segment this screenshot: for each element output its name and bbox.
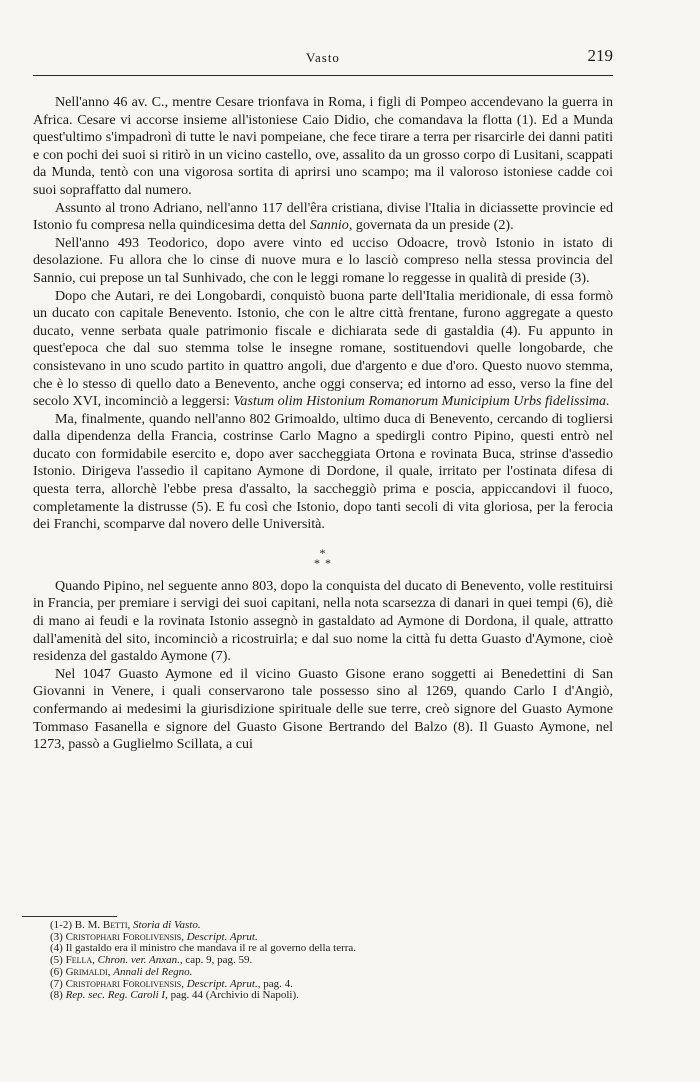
text: , xyxy=(107,965,114,978)
header-rule xyxy=(33,75,613,76)
paragraph-pipino: Quando Pipino, nel seguente anno 803, dopo la conquista del ducato di Benevento, volle restituirsi in Francia, per premiare i servigi dei suoi capitani, nella nota scarsezza di danari in quei tempi (6), diè di mano ai feudi e la rovinata Istonio assegnò in gastaldato ad Aymone di Dordona, il quale, attratto dall'amenità del sito, incominciò a ricostruirla; e dal suo nome la città fu detta Guasto d'Aymone, cioè residenza del gastaldo Aymone (7). xyxy=(33,577,613,665)
text: , pag. 4. xyxy=(257,977,293,990)
author: Cristophari Forolivensis xyxy=(65,930,182,943)
paragraph-teodorico: Nell'anno 493 Teodorico, dopo avere vinto ed ucciso Odoacre, trovò Istonio in istato di desolazione. Fu allora che lo cinse di nuove mura e lo lasciò compreso nella stessa provincia del Sannio, cui prepose un tal Sunhivado, che con le leggi romane lo reggesse in qualità di preside (3). xyxy=(33,234,613,286)
text: (3) xyxy=(50,930,66,943)
author: Grimaldi xyxy=(65,965,108,978)
text: , pag. 44 (Archivio di Napoli). xyxy=(165,989,299,1002)
text: , xyxy=(92,954,98,967)
paragraph-adriano xyxy=(33,200,613,235)
running-title: Vasto xyxy=(306,50,340,65)
paragraph-grimoaldo: Ma, finalmente, quando nell'anno 802 Grimoaldo, ultimo duca di Benevento, cercando di togliersi dalla dipendenza della Francia, costrinse Carlo Magno a spedirgli contro Pipino, questi entrò nel ducato con formidabile esercito e, dopo aver saccheggiata Ortona e rovinata Buca, strinse d'assedio Istonio. Dirigeva l'assedio il capitano Aymone di Dordone, il quale, irritato per l'ostinata difesa di questa terra, allorchè l'ebbe presa d'assalto, la saccheggiò prima e poscia, appiccandovi il fuoco, completamente la distrusse (5). E fu così che Istonio, dopo tanti secoli di vita gloriosa, per la ferocia dei Franchi, scomparve dal novero delle Università. xyxy=(33,410,613,533)
text: (5) xyxy=(50,954,66,967)
paragraph-benedettini: Nel 1047 Guasto Aymone ed il vicino Guasto Gisone erano soggetti ai Benedettini di San Giovanni in Venere, i quali conservarono tale possesso sino al 1269, quando Carlo I d'Angiò, confermando ai medesimi la giurisdizione spirituale delle sue terre, creò signore del Guasto Aymone Tommaso Fasanella e signore del Guasto Gisone Bertrando del Balzo (8). Il Guasto Aymone, nel 1273, passò a Guglielmo Scillata, a cui xyxy=(33,665,613,753)
text: Assunto al trono Adriano, nell'anno 117 dell'êra cristiana, divise l'Italia in diciassette provincie ed Istonio fu compresa nella quindicesima detta del xyxy=(33,199,613,234)
work-title: Descript. Aprut. xyxy=(186,930,258,943)
text: , xyxy=(181,930,187,943)
page-number: 219 xyxy=(587,46,613,65)
text: , cap. 9, pag. 59. xyxy=(179,954,253,967)
footnote-separator xyxy=(22,916,117,917)
main-text xyxy=(33,94,613,754)
asterism-top: * xyxy=(319,545,327,560)
work-title: Annali del Regno. xyxy=(113,965,193,978)
italic-motto: Vastum olim Histonium Romanorum Municipium Urbs fidelissima. xyxy=(233,393,610,410)
author: Cristophari Forolivensis xyxy=(65,977,182,990)
asterism-bottom: * * xyxy=(314,555,332,570)
author: Betti xyxy=(102,919,128,931)
text: (8) xyxy=(50,989,66,1002)
text: (7) xyxy=(50,977,66,990)
footnote-8 xyxy=(50,990,590,1002)
text: , xyxy=(127,919,134,931)
footnotes xyxy=(50,920,590,1002)
work-title: Storia di Vasto. xyxy=(133,919,201,931)
text: (6) xyxy=(50,965,66,978)
paragraph-caio-didio: Nell'anno 46 av. C., mentre Cesare trionfava in Roma, i figli di Pompeo accendevano la guerra in Africa. Cesare vi accorse insieme all'istoniese Caio Didio, che comandava la flotta (1). Ed a Munda quest'ultimo s'impadronì di tutte le navi pompeiane, che fece tirare a terra per risarcirle dei danni patiti e con pochi dei suoi si ritirò in un vicino castello, ove, assalito da un grosso corpo di Lusitani, scappati da Munda, tentò con una vigorosa sortita di aprirsi uno scampo; ma il valoroso istoniese cadde coi suoi sopraffatto dal numero. xyxy=(33,94,613,198)
paragraph-autari xyxy=(33,288,613,411)
italic-text: Sannio xyxy=(309,217,349,234)
running-header xyxy=(33,46,613,70)
text: Dopo che Autari, re dei Longobardi, conquistò buona parte dell'Italia meridionale, di essa formò un ducato con capitale Benevento. Istonio, che con le altre città frentane, furono aggregate a questo ducato, venne serbata quale patrimonio fiscale e dichiarata sede di gastaldia (4). Fu appunto in quest'epoca che dal suo stemma tolse le insegne romane, sostituendovi quelle longobarde, che consistevano in uno scudo partito in quattro angoli, due d'argento e due d'oro. Questo nuovo stemma, che è lo stesso di quello dato a Benevento, anche oggi conserva; ed intorno ad esso, verso la fine del secolo XVI, incominciò a leggersi: xyxy=(33,287,613,410)
text: , governata da un preside (2). xyxy=(348,217,514,234)
asterism xyxy=(33,545,613,570)
text: , xyxy=(181,977,187,990)
work-title: Chron. ver. Anxan. xyxy=(97,954,180,967)
work-title: Rep. sec. Reg. Caroli I xyxy=(65,989,166,1002)
text: (1-2) B. M. xyxy=(50,919,103,931)
work-title: Descript. Aprut. xyxy=(186,977,258,990)
author: Fella xyxy=(65,954,93,967)
footnote-4: (4) Il gastaldo era il ministro che mandava il re al governo della terra. xyxy=(50,942,357,955)
